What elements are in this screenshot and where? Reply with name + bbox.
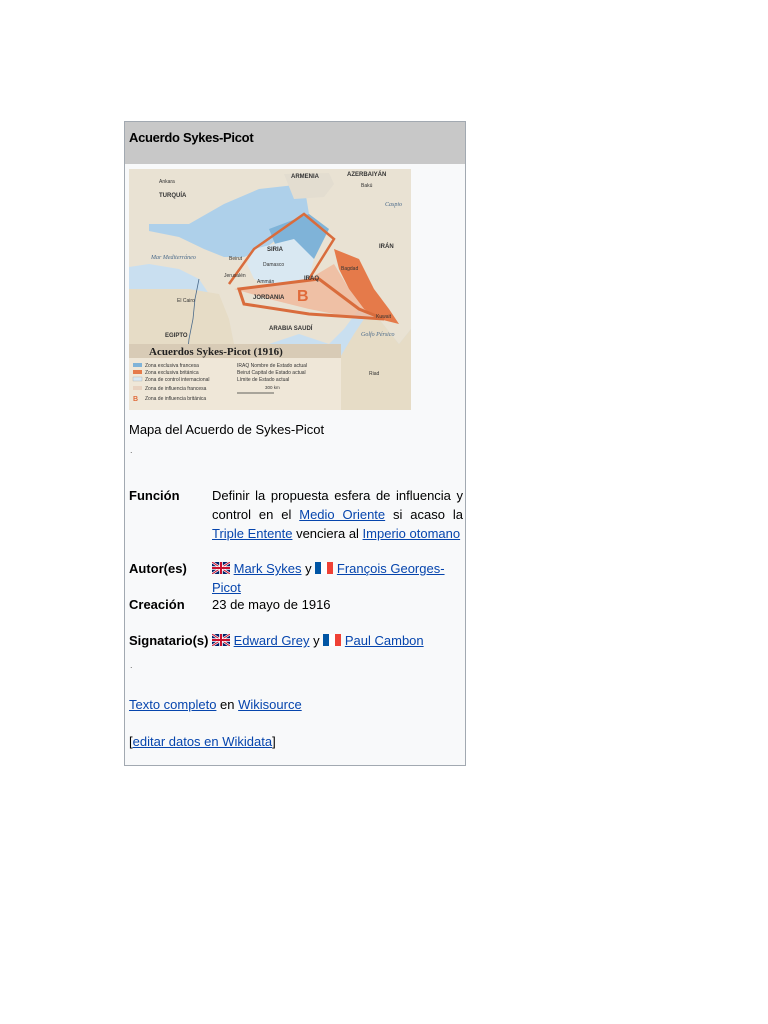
france-flag-icon [323, 634, 341, 646]
france-flag-icon [315, 562, 333, 574]
svg-text:IRÁN: IRÁN [379, 244, 394, 250]
svg-text:B: B [297, 288, 309, 305]
svg-text:Zona exclusiva británica: Zona exclusiva británica [145, 370, 199, 376]
svg-text:ARABIA SAUDÍ: ARABIA SAUDÍ [269, 326, 313, 332]
link-francois-georges-picot[interactable]: François Georges-Picot [212, 561, 445, 595]
spacer-dot: . [130, 660, 133, 670]
svg-text:Ankara: Ankara [159, 179, 175, 185]
svg-text:JORDANIA: JORDANIA [253, 295, 285, 301]
link-editar-wikidata[interactable]: editar datos en Wikidata [132, 734, 273, 749]
svg-text:EGIPTO: EGIPTO [165, 333, 188, 339]
svg-text:Riad: Riad [369, 371, 380, 377]
edit-wikidata-line: [editar datos en Wikidata] [129, 734, 276, 749]
link-medio-oriente[interactable]: Medio Oriente [299, 507, 386, 522]
sykes-picot-map[interactable] [129, 169, 411, 410]
svg-text:B: B [133, 396, 139, 403]
svg-text:Golfo Pérsico: Golfo Pérsico [361, 332, 395, 338]
svg-text:Kuwait: Kuwait [376, 314, 392, 320]
svg-text:IRAQ: IRAQ [304, 276, 319, 282]
svg-text:ARMENIA: ARMENIA [291, 174, 319, 180]
value-autores: Mark Sykes y François Georges-Picot [212, 561, 445, 595]
svg-text:IRAQ Nombre de Estado actual: IRAQ Nombre de Estado actual [237, 363, 308, 369]
svg-text:Beirut: Beirut [229, 256, 243, 262]
svg-text:Caspio: Caspio [385, 202, 403, 208]
link-imperio-otomano[interactable]: Imperio otomano [362, 526, 461, 541]
svg-text:Acuerdos Sykes-Picot (1916): Acuerdos Sykes-Picot (1916) [149, 346, 283, 358]
link-wikisource[interactable]: Wikisource [238, 697, 302, 712]
link-paul-cambon[interactable]: Paul Cambon [344, 633, 424, 648]
svg-text:Bagdad: Bagdad [341, 266, 359, 272]
svg-text:Zona de influencia británica: Zona de influencia británica [145, 396, 207, 402]
uk-flag-icon [212, 562, 230, 574]
svg-text:AZERBAIYÁN: AZERBAIYÁN [347, 172, 387, 178]
svg-text:300 km: 300 km [265, 385, 280, 390]
svg-text:El Cairo: El Cairo [177, 298, 195, 304]
svg-text:Jerusalén: Jerusalén [224, 273, 246, 279]
link-triple-entente[interactable]: Triple Entente [212, 526, 293, 541]
label-funcion: Función [129, 488, 180, 503]
full-text-line: Texto completo en Wikisource [129, 697, 302, 712]
link-mark-sykes[interactable]: Mark Sykes [233, 561, 302, 576]
value-signatarios: Edward Grey y Paul Cambon [212, 631, 463, 650]
infobox-title: Acuerdo Sykes-Picot [125, 122, 465, 164]
value-creacion: 23 de mayo de 1916 [212, 597, 331, 612]
label-signatarios: Signatario(s) [129, 633, 209, 648]
label-creacion: Creación [129, 597, 185, 612]
svg-text:Ammán: Ammán [257, 279, 275, 285]
label-autores: Autor(es) [129, 561, 187, 576]
svg-text:Zona de control internacional: Zona de control internacional [145, 377, 210, 383]
svg-text:SIRIA: SIRIA [267, 247, 284, 253]
link-edward-grey[interactable]: Edward Grey [233, 633, 310, 648]
svg-text:TURQUÍA: TURQUÍA [159, 193, 187, 199]
svg-text:Zona de influencia francesa: Zona de influencia francesa [145, 386, 207, 392]
value-funcion: Definir la propuesta esfera de influencia y control en el Medio Oriente si acaso la Triple Entente venciera al Imperio otomano [212, 488, 463, 541]
svg-text:Damasco: Damasco [263, 262, 285, 268]
infobox [124, 121, 466, 766]
svg-text:Mar Mediterráneo: Mar Mediterráneo [151, 255, 196, 261]
svg-text:Límite de Estado actual: Límite de Estado actual [237, 377, 290, 383]
svg-text:Zona exclusiva francesa: Zona exclusiva francesa [145, 363, 199, 369]
svg-text:Beirut Capital de Estado actu: Beirut Capital de Estado actual [237, 370, 306, 376]
spacer-dot: . [130, 445, 133, 455]
uk-flag-icon [212, 634, 230, 646]
map-caption: Mapa del Acuerdo de Sykes-Picot [129, 422, 325, 437]
svg-text:Bakú: Bakú [361, 183, 373, 189]
link-texto-completo[interactable]: Texto completo [129, 697, 217, 712]
